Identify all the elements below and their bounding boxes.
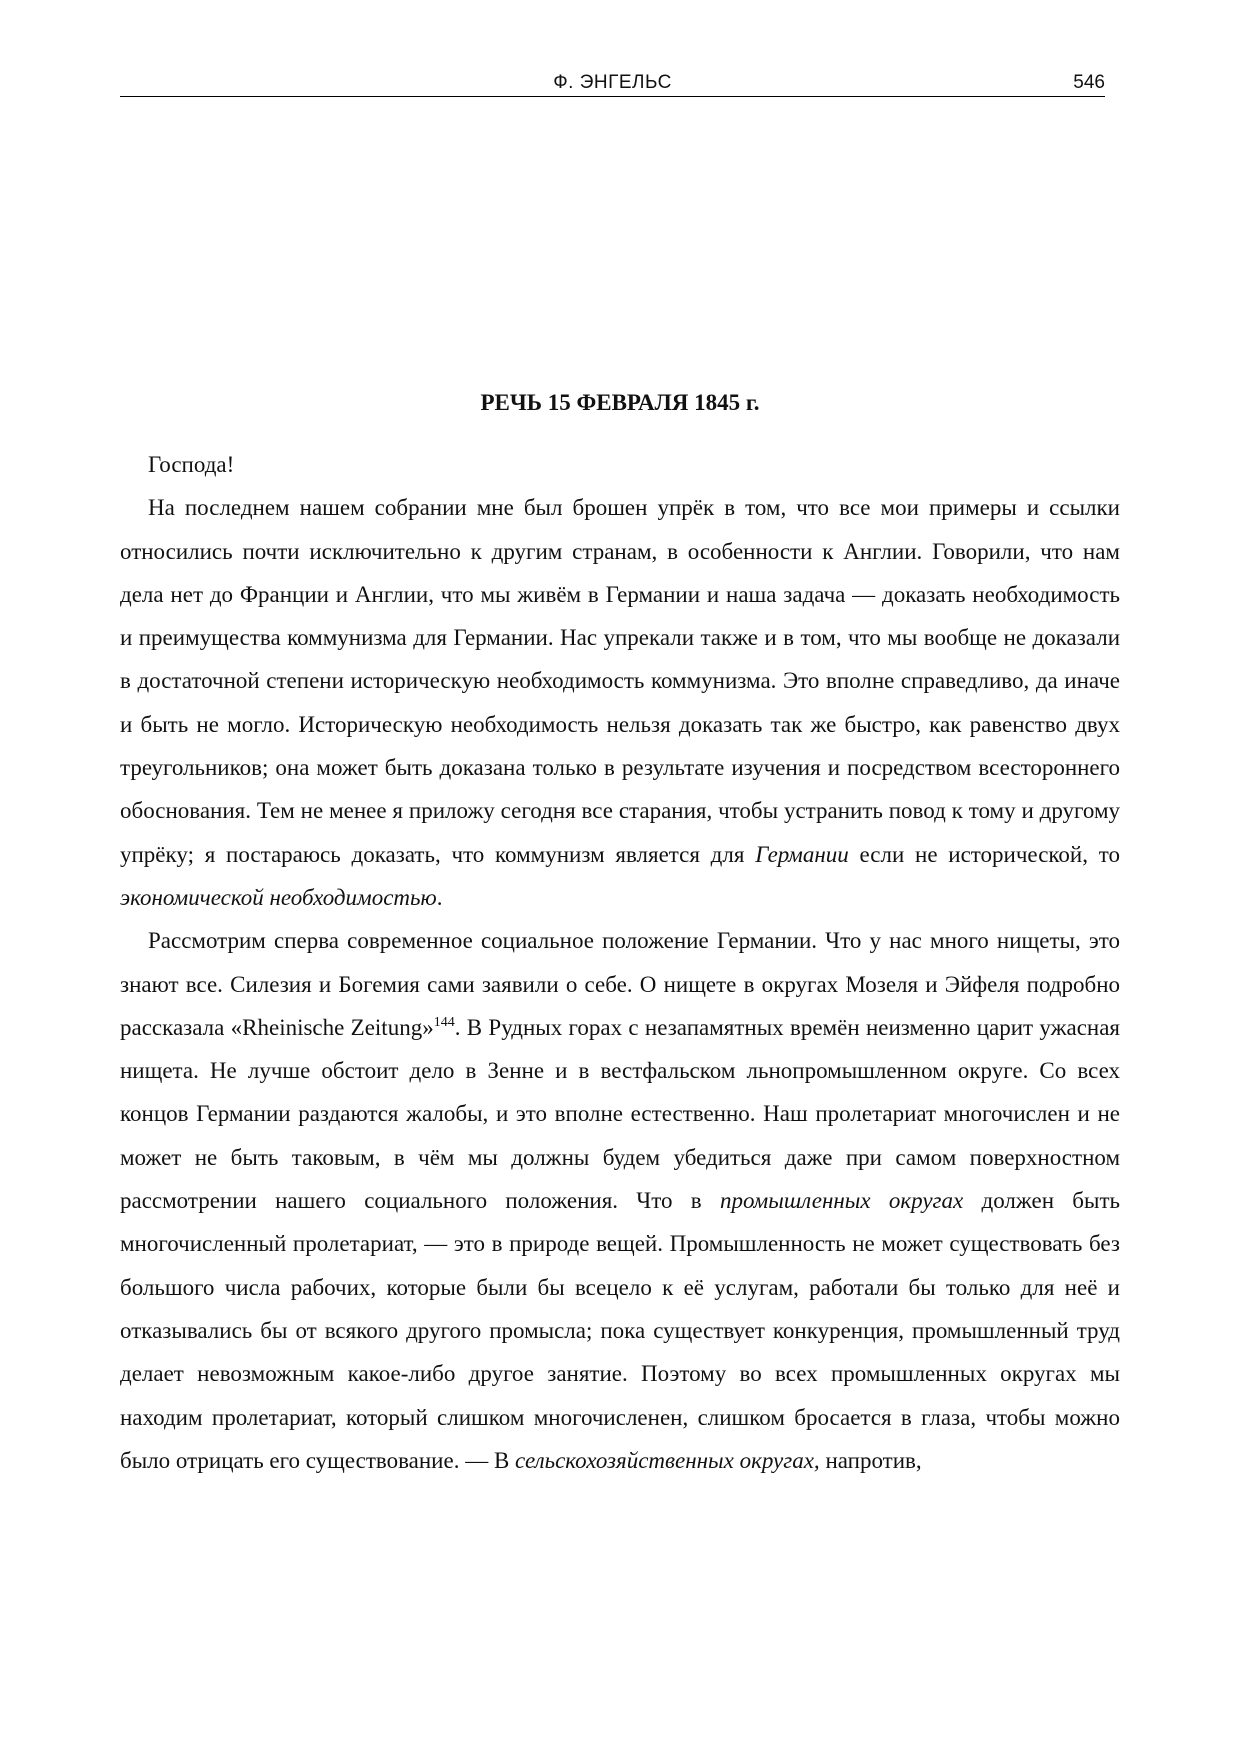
paragraph-1-text-b: если не исторической, то [848, 841, 1120, 867]
greeting-paragraph: Господа! [148, 452, 235, 477]
page-number: 546 [1073, 72, 1105, 93]
paragraph-1-text-c: . [436, 884, 443, 910]
footnote-ref-144[interactable]: 144 [433, 1014, 455, 1030]
emphasis-economic-necessity: экономической необходимостью [120, 884, 437, 910]
emphasis-agricultural-districts: сельскохозяйственных округах, [515, 1447, 820, 1473]
paragraph-2-text-a: Рассмотрим сперва современное социальное положение Германии. Что у нас много нищеты, это знают все. Силезия и Богемия сами заявили о себе. О нищете в округах Мозеля и Эйфеля подробно рассказала «Rheinische Zeitung» [120, 928, 1120, 1040]
emphasis-germany: Германии [755, 841, 849, 867]
paragraph-2-text-b: . В Рудных горах с незапамятных времён неизменно царит ужасная нищета. Не лучше обстоит дело в Зенне и в вестфальском льнопромышленном округе. Со всех концов Германии раздаются жалобы, и это вполне естественно. Наш пролетариат многочислен и не может не быть таковым, в чём мы должны будем убедиться даже при самом поверхностном рассмотрении нашего социального положения. Что в [120, 1014, 1121, 1214]
emphasis-industrial-districts: промышленных округах [719, 1188, 964, 1214]
paragraph-1 [120, 486, 1120, 919]
paragraph-1-text-a: На последнем нашем собрании мне был брошен упрёк в том, что все мои примеры и ссылки относились почти исключительно к другим странам, в особенности к Англии. Говорили, что нам дела нет до Франции и Англии, что мы живём в Германии и наша задача — доказать необходимость и преимущества коммунизма для Германии. Нас упрекали также и в том, что мы вообще не доказали в достаточной степени историческую необходимость коммунизма. Это вполне справедливо, да иначе и быть не могло. Историческую необходимость нельзя доказать так же быстро, как равенство двух треугольников; она может быть доказана только в результате изучения и посредством всестороннего обоснования. Тем не менее я приложу сегодня все старания, чтобы устранить повод к тому и другому упрёку; я постараюсь доказать, что коммунизм является для [120, 495, 1120, 867]
speech-body [120, 443, 1120, 1482]
paragraph-2 [120, 919, 1120, 1482]
running-header [120, 70, 1105, 97]
speech-title: РЕЧЬ 15 ФЕВРАЛЯ 1845 г. [480, 390, 760, 415]
header-author: Ф. ЭНГЕЛЬС [553, 72, 672, 93]
paragraph-2-text-d: напротив, [819, 1447, 922, 1473]
paragraph-2-text-c: должен быть многочисленный пролетариат, — это в природе вещей. Промышленность не может существовать без большого числа рабочих, которые были бы всецело к её услугам, работали бы только для неё и отказывались бы от всякого другого промысла; пока существует конкуренция, промышленный труд делает невозможным какое-либо другое занятие. Поэтому во всех промышленных округах мы находим пролетариат, который слишком многочисленен, слишком бросается в глаза, чтобы можно было отрицать его существование. — В [120, 1188, 1120, 1473]
